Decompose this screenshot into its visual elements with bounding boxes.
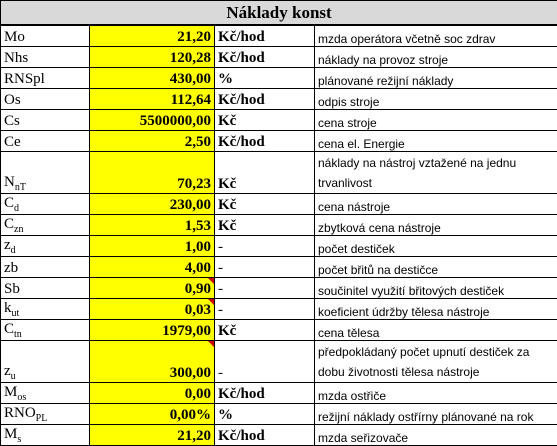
table-row xyxy=(1,46,557,67)
symbol-cell[interactable] xyxy=(1,277,90,298)
symbol-cell[interactable] xyxy=(1,151,90,193)
table-row xyxy=(1,151,557,193)
description-cell[interactable]: předpokládaný počet upnutí destiček za dobu životnosti tělesa nástroje xyxy=(315,340,557,382)
symbol-text: Mo xyxy=(4,29,25,45)
table-row xyxy=(1,277,557,298)
description-cell[interactable]: odpis stroje xyxy=(315,88,557,109)
symbol-cell[interactable] xyxy=(1,319,90,340)
symbol-text: C xyxy=(4,195,14,211)
unit-cell[interactable]: Kč xyxy=(215,319,315,340)
description-cell[interactable]: zbytková cena nástroje xyxy=(315,214,557,235)
unit-cell[interactable]: Kč xyxy=(215,214,315,235)
description-cell[interactable]: mzda operátora včetně soc zdrav xyxy=(315,25,557,46)
symbol-subscript: os xyxy=(17,392,26,403)
table-row xyxy=(1,403,557,424)
value-cell[interactable]: 120,28 xyxy=(90,46,215,67)
unit-cell[interactable]: Kč xyxy=(215,193,315,214)
description-cell[interactable]: režijní náklady ostřírny plánované na rok xyxy=(315,403,557,424)
symbol-text: z xyxy=(4,237,11,253)
symbol-text: Cs xyxy=(4,113,20,129)
description-cell[interactable]: náklady na nástroj vztažené na jednu trvanlivost xyxy=(315,151,557,193)
symbol-text: Ce xyxy=(4,134,21,150)
description-cell[interactable]: cena el. Energie xyxy=(315,130,557,151)
unit-cell[interactable]: - xyxy=(215,277,315,298)
value-cell[interactable]: 0,00 xyxy=(90,382,215,403)
value-cell[interactable]: 1,00 xyxy=(90,235,215,256)
description-cell[interactable]: počet břitů na destičce xyxy=(315,256,557,277)
symbol-subscript: d xyxy=(14,203,19,214)
table-row xyxy=(1,214,557,235)
table-title: Náklady konst xyxy=(1,1,557,26)
description-cell[interactable]: součinitel využití břitových destiček xyxy=(315,277,557,298)
symbol-text: M xyxy=(4,384,17,400)
symbol-subscript: PL xyxy=(36,413,48,424)
unit-cell[interactable]: % xyxy=(215,403,315,424)
description-cell[interactable]: mzda seřizovače xyxy=(315,424,557,445)
table-row xyxy=(1,88,557,109)
symbol-text: C xyxy=(4,321,14,337)
description-cell[interactable]: náklady na provoz stroje xyxy=(315,46,557,67)
unit-cell[interactable]: Kč xyxy=(215,109,315,130)
value-cell[interactable]: 230,00 xyxy=(90,193,215,214)
symbol-text: Os xyxy=(4,92,21,108)
symbol-text: z xyxy=(4,363,11,379)
symbol-cell[interactable] xyxy=(1,130,90,151)
symbol-text: C xyxy=(4,216,14,232)
symbol-subscript: s xyxy=(17,434,21,445)
unit-cell[interactable]: - xyxy=(215,340,315,382)
symbol-cell[interactable] xyxy=(1,403,90,424)
symbol-cell[interactable] xyxy=(1,214,90,235)
unit-cell[interactable]: Kč/hod xyxy=(215,424,315,445)
symbol-cell[interactable] xyxy=(1,88,90,109)
description-cell[interactable]: plánované režijní náklady xyxy=(315,67,557,88)
symbol-cell[interactable] xyxy=(1,193,90,214)
value-cell[interactable]: 0,00% xyxy=(90,403,215,424)
value-cell[interactable]: 0,03 xyxy=(90,298,215,319)
value-cell[interactable]: 70,23 xyxy=(90,151,215,193)
symbol-cell[interactable] xyxy=(1,67,90,88)
description-cell[interactable]: cena nástroje xyxy=(315,193,557,214)
symbol-cell[interactable] xyxy=(1,109,90,130)
table-row xyxy=(1,130,557,151)
value-cell[interactable]: 300,00 xyxy=(90,340,215,382)
value-cell[interactable]: 21,20 xyxy=(90,25,215,46)
value-cell[interactable]: 1,53 xyxy=(90,214,215,235)
symbol-text: Nhs xyxy=(4,50,28,66)
unit-cell[interactable]: - xyxy=(215,256,315,277)
symbol-cell[interactable] xyxy=(1,382,90,403)
symbol-text: k xyxy=(4,300,12,316)
table-row xyxy=(1,424,557,445)
unit-cell[interactable]: Kč/hod xyxy=(215,46,315,67)
unit-cell[interactable]: Kč/hod xyxy=(215,88,315,109)
unit-cell[interactable]: - xyxy=(215,298,315,319)
value-cell[interactable]: 2,50 xyxy=(90,130,215,151)
table-row xyxy=(1,109,557,130)
symbol-cell[interactable] xyxy=(1,235,90,256)
symbol-cell[interactable] xyxy=(1,340,90,382)
table-row xyxy=(1,235,557,256)
symbol-subscript: tn xyxy=(14,329,22,340)
unit-cell[interactable]: % xyxy=(215,67,315,88)
symbol-text: RNO xyxy=(4,405,36,421)
table-row xyxy=(1,256,557,277)
table-row xyxy=(1,382,557,403)
unit-cell[interactable]: Kč xyxy=(215,151,315,193)
symbol-subscript: u xyxy=(11,371,16,382)
symbol-subscript: nT xyxy=(15,182,26,193)
value-cell[interactable]: 21,20 xyxy=(90,424,215,445)
symbol-cell[interactable] xyxy=(1,424,90,445)
symbol-subscript: ut xyxy=(12,308,20,319)
symbol-subscript: zn xyxy=(14,224,23,235)
table-row xyxy=(1,298,557,319)
description-cell[interactable]: cena tělesa xyxy=(315,319,557,340)
description-cell[interactable]: počet destiček xyxy=(315,235,557,256)
unit-cell[interactable]: Kč/hod xyxy=(215,382,315,403)
symbol-text: RNSpl xyxy=(4,71,45,87)
symbol-cell[interactable] xyxy=(1,256,90,277)
symbol-cell[interactable] xyxy=(1,298,90,319)
unit-cell[interactable]: Kč/hod xyxy=(215,25,315,46)
table-row xyxy=(1,319,557,340)
value-cell[interactable]: 1979,00 xyxy=(90,319,215,340)
symbol-text: N xyxy=(4,174,15,190)
table-row xyxy=(1,193,557,214)
description-cell[interactable]: cena stroje xyxy=(315,109,557,130)
value-cell[interactable]: 4,00 xyxy=(90,256,215,277)
symbol-cell[interactable] xyxy=(1,46,90,67)
symbol-text: Sb xyxy=(4,281,20,297)
table-row xyxy=(1,25,557,46)
description-cell[interactable]: koeficient údržby tělesa nástroje xyxy=(315,298,557,319)
symbol-cell[interactable] xyxy=(1,25,90,46)
symbol-text: zb xyxy=(4,260,18,276)
symbol-text: M xyxy=(4,426,17,442)
unit-cell[interactable]: Kč/hod xyxy=(215,130,315,151)
value-cell[interactable]: 430,00 xyxy=(90,67,215,88)
value-cell[interactable]: 112,64 xyxy=(90,88,215,109)
value-cell[interactable]: 5500000,00 xyxy=(90,109,215,130)
description-cell[interactable]: mzda ostřiče xyxy=(315,382,557,403)
table-row xyxy=(1,67,557,88)
table-row xyxy=(1,340,557,382)
unit-cell[interactable]: - xyxy=(215,235,315,256)
value-cell[interactable]: 0,90 xyxy=(90,277,215,298)
symbol-subscript: d xyxy=(11,245,16,256)
